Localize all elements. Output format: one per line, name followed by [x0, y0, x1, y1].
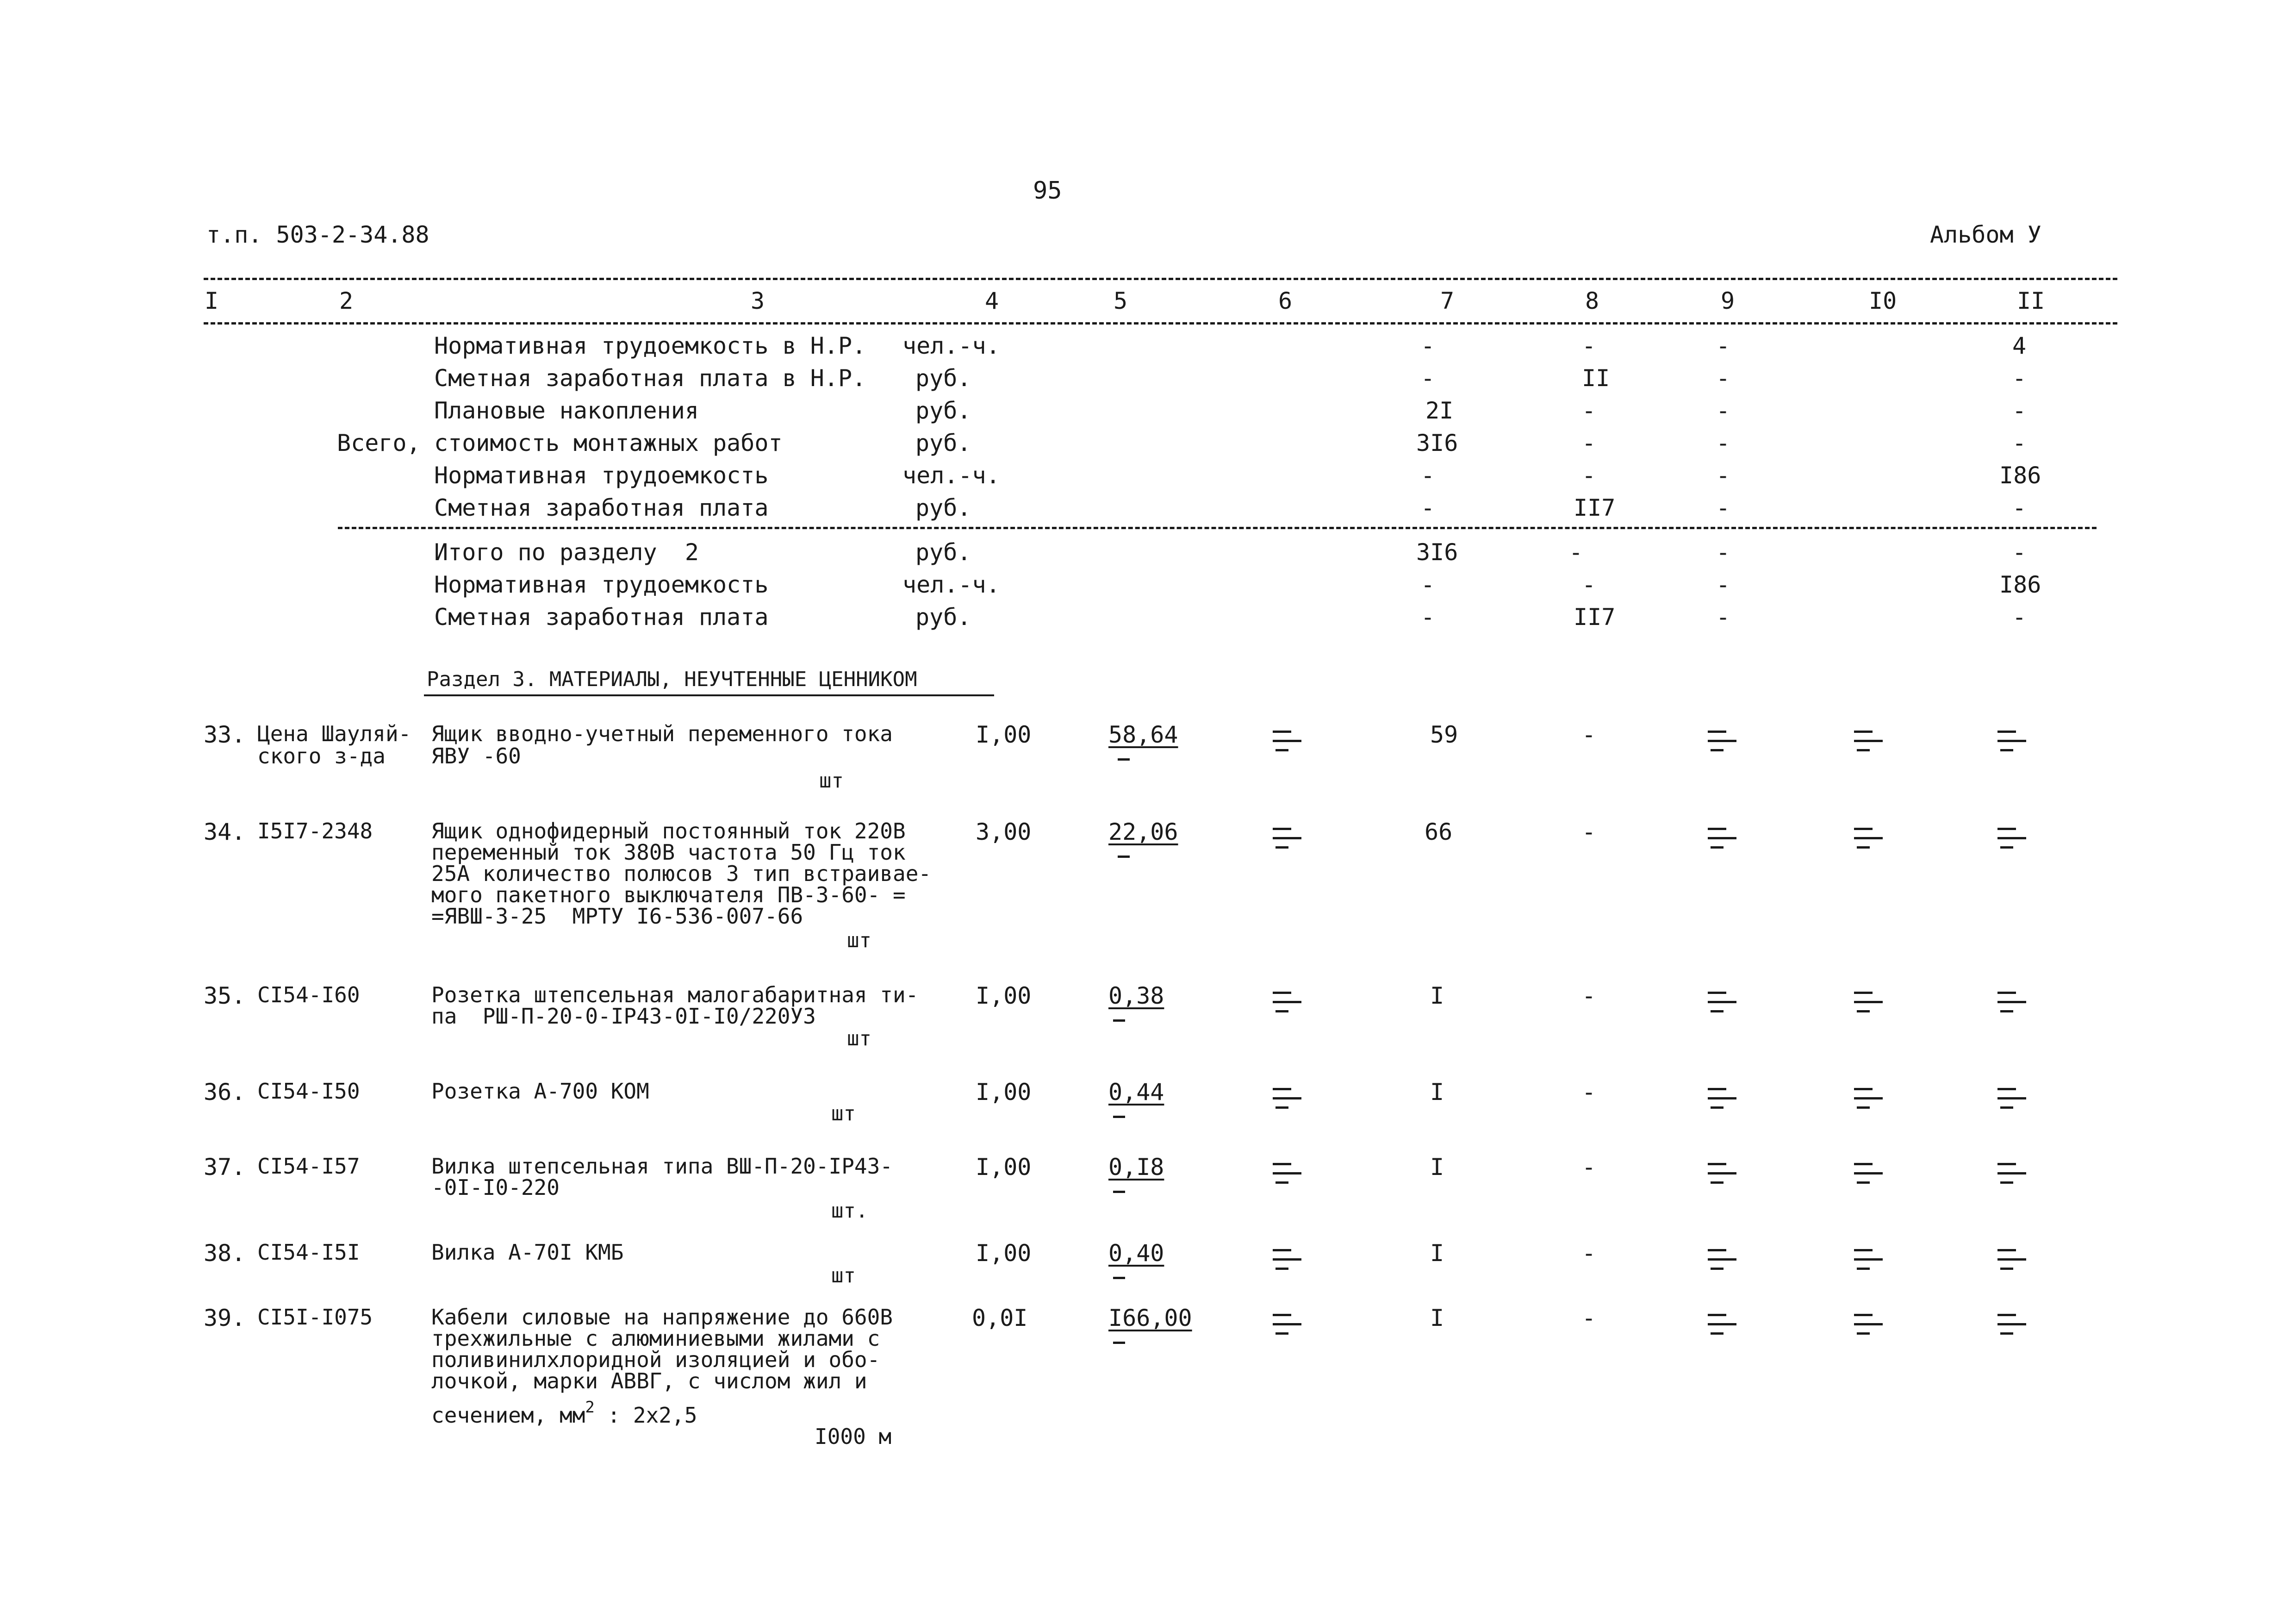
column-header-8: 8 — [1585, 287, 1599, 314]
cell-col9: - — [1716, 571, 1730, 598]
item-unit: шт — [847, 929, 871, 952]
item-name-line-3: 25А количество полюсов 3 тип встраивае- — [431, 861, 932, 886]
ditto-mark-icon — [1994, 1246, 2026, 1274]
cell-col11: 4 — [2012, 332, 2027, 359]
cell-col7: I — [1430, 1079, 1444, 1106]
cell-col7: 2I — [1425, 397, 1454, 424]
row-unit: чел.-ч. — [902, 571, 1000, 598]
item-unit: шт — [847, 1027, 871, 1050]
row-label: Нормативная трудоемкость в Н.Р. — [434, 332, 866, 359]
item-name-line-1: Вилка А-70I КМБ — [431, 1240, 624, 1265]
column-header-11: II — [2017, 287, 2045, 314]
item-code-line-1: Цена Шауляй- — [257, 721, 411, 746]
item-unit-price: 22,06 — [1108, 818, 1178, 845]
column-header-5: 5 — [1114, 287, 1128, 314]
cell-col7: I — [1430, 1240, 1444, 1267]
row-label: Сметная заработная плата в Н.Р. — [434, 365, 866, 392]
item-number: 33. — [204, 721, 246, 748]
ditto-mark-icon — [1994, 728, 2026, 756]
item-name-line-1: Кабели силовые на напряжение до 660В — [431, 1305, 893, 1330]
cell-col9: - — [1716, 430, 1730, 456]
row-unit: руб. — [915, 430, 971, 456]
item-code-line-1: СI54-I50 — [257, 1079, 360, 1104]
item-name-line-2: па РШ-П-20-0-IP43-0I-I0/220У3 — [431, 1004, 816, 1029]
cell-col11: I86 — [1999, 462, 2041, 489]
row-unit: руб. — [915, 494, 971, 521]
cell-col9: - — [1716, 332, 1730, 359]
item-name-line-1: Розетка А-700 КОМ — [431, 1079, 649, 1104]
item-unit-price: 0,I8 — [1108, 1154, 1164, 1181]
ditto-mark-icon — [1269, 1311, 1301, 1339]
cell-col8: - — [1582, 982, 1596, 1009]
cell-col7: 3I6 — [1416, 539, 1458, 566]
item-name-line-2: переменный ток 380В частота 50 Гц ток — [431, 840, 906, 865]
row-label: Сметная заработная плата — [434, 604, 769, 631]
item-unit-price: 0,44 — [1108, 1079, 1164, 1106]
header-bottom-rule — [204, 322, 2117, 325]
ditto-mark-icon — [1994, 1085, 2026, 1113]
ditto-mark-icon — [1269, 1160, 1301, 1188]
column-header-4: 4 — [985, 287, 999, 314]
item-quantity: I,00 — [976, 1154, 1032, 1181]
cell-col8: II — [1582, 365, 1610, 392]
cell-col9: - — [1716, 462, 1730, 489]
column-header-10: I0 — [1869, 287, 1897, 314]
item-number: 36. — [204, 1079, 246, 1106]
album-label: Альбом У — [1930, 221, 2041, 248]
page-number: 95 — [1033, 177, 1062, 205]
cell-col8: - — [1582, 1240, 1596, 1267]
row-unit: руб. — [915, 604, 971, 631]
ditto-mark-icon — [1994, 1311, 2026, 1339]
ditto-mark-icon — [1269, 825, 1301, 853]
item-name-line-2: ЯВУ -60 — [431, 743, 521, 768]
ditto-mark-icon — [1704, 1085, 1736, 1113]
ditto-mark-icon — [1850, 1246, 1883, 1274]
price-ditto-mark — [1113, 1191, 1125, 1193]
item-quantity: I,00 — [976, 1079, 1032, 1106]
item-code-line-1: СI54-I5I — [257, 1240, 360, 1265]
item-name-line-5: =ЯВШ-3-25 МРТУ I6-536-007-66 — [431, 904, 803, 929]
ditto-mark-icon — [1850, 728, 1883, 756]
cell-col11: - — [2012, 604, 2027, 631]
cell-col11: I86 — [1999, 571, 2041, 598]
cell-col7: 59 — [1430, 721, 1458, 748]
ditto-mark-icon — [1269, 1085, 1301, 1113]
item-number: 38. — [204, 1240, 246, 1267]
item-number: 37. — [204, 1154, 246, 1181]
cell-col7: - — [1421, 462, 1435, 489]
section-heading-underline — [424, 694, 994, 696]
cell-col8: - — [1582, 818, 1596, 845]
ditto-mark-icon — [1269, 1246, 1301, 1274]
item-code-line-1: СI54-I60 — [257, 982, 360, 1007]
item-unit: шт — [819, 769, 844, 793]
item-name-line-5: сечением, $мм^2$ : 2х2,5 — [431, 1398, 697, 1428]
column-header-1: I — [205, 287, 219, 314]
cell-col7: - — [1421, 604, 1435, 631]
row-unit: руб. — [915, 365, 971, 392]
cell-col7: - — [1421, 365, 1435, 392]
item-number: 34. — [204, 818, 246, 845]
row-label: Плановые накопления — [434, 397, 699, 424]
item-code-line-1: СI5I-I075 — [257, 1305, 373, 1330]
item-quantity: I,00 — [976, 982, 1032, 1009]
ditto-mark-icon — [1994, 1160, 2026, 1188]
ditto-mark-icon — [1850, 1311, 1883, 1339]
cell-col7: 66 — [1425, 818, 1453, 845]
ditto-mark-icon — [1704, 728, 1736, 756]
item-quantity: I,00 — [976, 1240, 1032, 1267]
column-header-7: 7 — [1440, 287, 1455, 314]
cell-col7: I — [1430, 982, 1444, 1009]
item-number: 39. — [204, 1305, 246, 1331]
cell-col7: - — [1421, 571, 1435, 598]
price-ditto-mark — [1113, 1277, 1125, 1279]
cell-col8: - — [1582, 430, 1596, 456]
ditto-mark-icon — [1704, 1160, 1736, 1188]
item-quantity: 3,00 — [976, 818, 1032, 845]
item-name-line-1: Вилка штепсельная типа ВШ-П-20-IP43- — [431, 1154, 893, 1179]
price-ditto-mark — [1113, 1342, 1125, 1344]
item-unit: шт — [831, 1102, 856, 1125]
cell-col8: - — [1582, 462, 1596, 489]
cell-col8: - — [1582, 397, 1596, 424]
cell-col7: I — [1430, 1305, 1444, 1331]
item-name-line-2: -0I-I0-220 — [431, 1175, 560, 1200]
item-quantity: I,00 — [976, 721, 1032, 748]
ditto-mark-icon — [1704, 989, 1736, 1017]
cell-col8: - — [1582, 1154, 1596, 1181]
item-name-line-3: поливинилхлоридной изоляцией и обо- — [431, 1347, 880, 1372]
item-name-line-1: Розетка штепсельная малогабаритная ти- — [431, 982, 919, 1007]
cell-col11: - — [2012, 539, 2027, 566]
price-ditto-mark — [1113, 1019, 1125, 1022]
price-ditto-mark — [1113, 1116, 1125, 1118]
ditto-mark-icon — [1269, 728, 1301, 756]
subtotal-rule — [338, 527, 2097, 529]
ditto-mark-icon — [1850, 825, 1883, 853]
cell-col11: - — [2012, 494, 2027, 521]
item-code-line-2: ского з-да — [257, 743, 386, 768]
item-code-line-1: I5I7-2348 — [257, 818, 373, 843]
item-code-line-1: СI54-I57 — [257, 1154, 360, 1179]
item-unit: шт. — [831, 1199, 868, 1223]
cell-col8: II7 — [1574, 494, 1616, 521]
item-unit-price: 0,40 — [1108, 1240, 1164, 1267]
cell-col11: - — [2012, 365, 2027, 392]
column-header-9: 9 — [1721, 287, 1735, 314]
item-name-line-2: трехжильные с алюминиевыми жилами с — [431, 1326, 880, 1351]
row-label: Нормативная трудоемкость — [434, 462, 769, 489]
cell-col9: - — [1716, 539, 1730, 566]
item-unit-price: 58,64 — [1108, 721, 1178, 748]
ditto-mark-icon — [1269, 989, 1301, 1017]
item-name-line-4: лочкой, марки АВВГ, с числом жил и — [431, 1368, 867, 1393]
cell-col8: - — [1582, 1305, 1596, 1331]
cell-col8: II7 — [1574, 604, 1616, 631]
column-header-2: 2 — [339, 287, 354, 314]
section-heading: Раздел 3. МАТЕРИАЛЫ, НЕУЧТЕННЫЕ ЦЕННИКОМ — [427, 668, 917, 691]
cell-col7: - — [1421, 332, 1435, 359]
cell-col7: I — [1430, 1154, 1444, 1181]
row-unit: руб. — [915, 539, 971, 566]
item-name-line-1: Ящик однофидерный постоянный ток 220В — [431, 818, 906, 843]
cell-col8: - — [1582, 332, 1596, 359]
cell-col9: - — [1716, 365, 1730, 392]
price-ditto-mark — [1118, 856, 1130, 858]
row-label: Сметная заработная плата — [434, 494, 769, 521]
price-ditto-mark — [1118, 758, 1130, 761]
ditto-mark-icon — [1994, 989, 2026, 1017]
cell-col9: - — [1716, 604, 1730, 631]
item-unit-price: I66,00 — [1108, 1305, 1192, 1331]
item-name-line-1: Ящик вводно-учетный переменного тока — [431, 721, 893, 746]
column-header-3: 3 — [751, 287, 765, 314]
cell-col11: - — [2012, 397, 2027, 424]
column-header-6: 6 — [1278, 287, 1293, 314]
row-label: Нормативная трудоемкость — [434, 571, 769, 598]
cell-col8: - — [1582, 721, 1596, 748]
project-code: т.п. 503-2-34.88 — [206, 221, 429, 248]
item-quantity: 0,0I — [972, 1305, 1028, 1331]
row-label: Итого по разделу 2 — [434, 539, 699, 566]
row-unit: чел.-ч. — [902, 462, 1000, 489]
ditto-mark-icon — [1850, 1085, 1883, 1113]
item-unit: шт — [831, 1264, 856, 1287]
ditto-mark-icon — [1850, 989, 1883, 1017]
ditto-mark-icon — [1704, 1246, 1736, 1274]
cell-col8: - — [1582, 571, 1596, 598]
cell-col7: - — [1421, 494, 1435, 521]
item-number: 35. — [204, 982, 246, 1009]
header-top-rule — [204, 278, 2117, 280]
cell-col9: - — [1716, 397, 1730, 424]
cell-col9: - — [1716, 494, 1730, 521]
row-prefix: Всего, — [337, 430, 421, 456]
row-label: стоимость монтажных работ — [434, 430, 783, 456]
row-unit: чел.-ч. — [902, 332, 1000, 359]
ditto-mark-icon — [1850, 1160, 1883, 1188]
ditto-mark-icon — [1704, 1311, 1736, 1339]
cell-col11: - — [2012, 430, 2027, 456]
item-name-line-4: мого пакетного выключателя ПВ-3-60- = — [431, 882, 906, 907]
cell-col8: - — [1569, 539, 1583, 566]
cell-col7: 3I6 — [1416, 430, 1458, 456]
item-unit-price: 0,38 — [1108, 982, 1164, 1009]
ditto-mark-icon — [1704, 825, 1736, 853]
item-unit: I000 м — [815, 1424, 892, 1449]
ditto-mark-icon — [1994, 825, 2026, 853]
row-unit: руб. — [915, 397, 971, 424]
cell-col8: - — [1582, 1079, 1596, 1106]
